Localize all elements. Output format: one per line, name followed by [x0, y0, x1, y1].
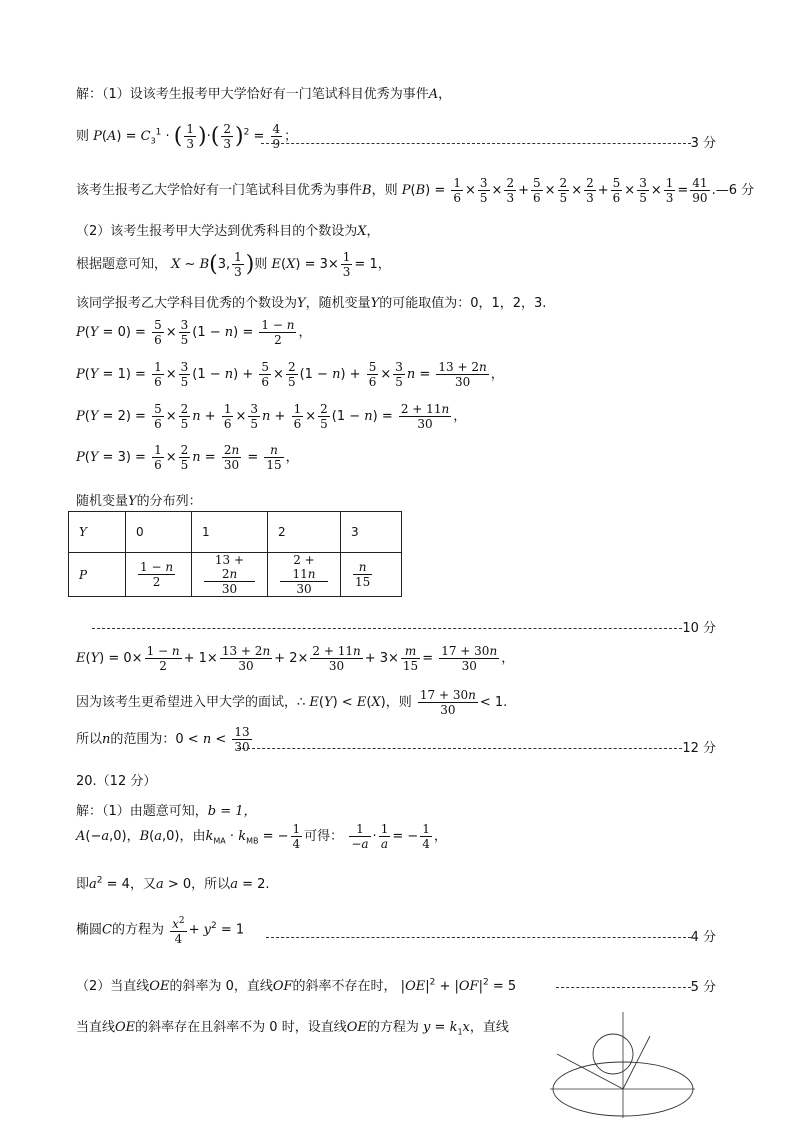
py3: P(Y = 3) = $\frac{1}{6}$ × $\frac{2}{5}$ n = $\frac{2n}{30}$ = $\frac{n}{15}$ ，	[76, 443, 299, 472]
q20-line2: A(−a,0)，B(a,0)，由$k_{MA} \cdot k_{MB}$ = − $\frac{1}{4}$ 可得： $\frac{1}{-a}$ · $\frac{1}{a}$ = − $\frac{1}{4}$ ，	[76, 822, 447, 851]
score-3: 3 分	[261, 132, 716, 151]
q20-line1: 解：（1）由题意可知，b = 1，	[76, 804, 257, 819]
score-4: 4 分	[266, 926, 716, 945]
q20-part3: 当直线OE的斜率存在且斜率不为 0 时，设直线OE的方程为 $y = k_1x$，直线	[76, 1020, 509, 1037]
circle-curve	[593, 1034, 633, 1074]
ellipse-figure	[545, 1008, 700, 1120]
q20-part2: （2）当直线OE的斜率为 0，直线OF的斜率不存在时， $|OE|^2 + |OF|^2 = 5$	[76, 977, 517, 994]
q19-line5: 根据题意可知， X ~ B(3, $\frac{1}{3}$ )则 E(X) = 3× $\frac{1}{3}$ = 1，	[76, 250, 391, 279]
table-row: Y 0 1 2 3	[69, 512, 402, 553]
py1: P(Y = 1) = $\frac{1}{6}$ × $\frac{3}{5}$ (1 − n) + $\frac{5}{6}$ × $\frac{2}{5}$ (1 − n) + $\frac{5}{6}$ × $\frac{3}{5}$ n = $\frac{13 + 2n}{30}$ ，	[76, 360, 504, 389]
q19-line4: （2）该考生报考甲大学达到优秀科目的个数设为X，	[76, 224, 380, 239]
ellipse-line: 椭圆C的方程为 $\frac{x^2}{4}$ + $y^2 = 1$	[76, 916, 245, 946]
q19-line3: 该考生报考乙大学恰好有一门笔试科目优秀为事件B，则 P(B) = $\frac{1}{6}$ × $\frac{3}{5}$ × $\frac{2}{3}$ + $\frac{5}{6}$ × $\frac{2}{5}$ × $\frac{2}{3}$ + $\frac{5}{6}$ × $\frac{3}{5}$ × $\frac{1}{3}$ = $\frac{41}{90}$ .—6 分	[76, 176, 755, 205]
range-line: 所以n的范围为：0 < n < $\frac{13}{30}$	[76, 725, 250, 754]
distribution-table	[68, 511, 402, 597]
q20-heading: 20.（12 分）	[76, 774, 157, 789]
q19-line6: 该同学报考乙大学科目优秀的个数设为Y，随机变量Y的可能取值为：0，1，2，3.	[76, 296, 547, 311]
line-oe	[557, 1054, 623, 1089]
dist-title: 随机变量Y的分布列：	[76, 494, 202, 509]
score-5: 5 分	[556, 976, 716, 995]
q19-line1: 解：（1）设该考生报考甲大学恰好有一门笔试科目优秀为事件A，	[76, 87, 452, 102]
score-10: 10 分	[92, 617, 716, 636]
table-row: P $\frac{1 - n}{2}$ $\frac{13 + 2n}{30}$ $\frac{2 + 11n}{30}$ $\frac{n}{15}$	[69, 553, 402, 597]
because-line: 因为该考生更希望进入甲大学的面试，∴ E(Y) < E(X)，则 $\frac{17 + 30n}{30}$ < 1.	[76, 688, 508, 717]
expectation-y: E(Y) = 0× $\frac{1 - n}{2}$ + 1× $\frac{13 + 2n}{30}$ + 2× $\frac{2 + 11n}{30}$ + 3× $\frac{m}{15}$ = $\frac{17 + 30n}{30}$ ，	[76, 644, 515, 673]
py2: P(Y = 2) = $\frac{5}{6}$ × $\frac{2}{5}$ n + $\frac{1}{6}$ × $\frac{3}{5}$ n + $\frac{1}{6}$ × $\frac{2}{5}$ (1 − n) = $\frac{2 + 11n}{30}$ ，	[76, 402, 467, 431]
line-of	[623, 1036, 650, 1089]
q19-line2: 则 $P(A) = C_3^1$ · ( $\frac{1}{3}$ )·( $\frac{2}{3}$ )$^2$ = $\frac{4}{9}$ ；	[76, 122, 298, 151]
q20-line3: 即$a^2 = 4$，又a > 0，所以a = 2.	[76, 875, 270, 892]
py0: P(Y = 0) = $\frac{5}{6}$ × $\frac{3}{5}$ (1 − n) = $\frac{1 - n}{2}$ ，	[76, 318, 312, 347]
score-12: 12 分	[237, 737, 716, 756]
